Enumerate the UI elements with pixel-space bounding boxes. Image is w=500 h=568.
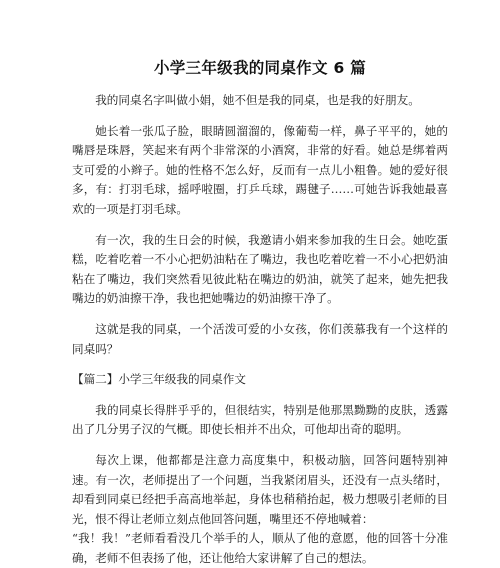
document-title: 小学三年级我的同桌作文 6 篇 [153,59,367,77]
paragraph-deskmate-description: 我的同桌长得胖乎乎的，但很结实，特别是他那黑黝黝的皮肤，透露出了几分男子汉的气概。即使长相并不出众，可他却出奇的聪明。 [72,402,448,437]
paragraph-appearance: 她长着一张瓜子脸，眼睛圆溜溜的，像葡萄一样，鼻子平平的，她的嘴唇是珠唇，笑起来有两个非常深的小酒窝，非常的好看。她总是绑着两支可爱的小辫子。她的性格不怎么好，反而有一点儿小粗鲁。她的爱好很多，有：打羽毛球，摇呼啦圈，打乒乓球，踢毽子……可她告诉我她最喜欢的一项是打羽毛球。 [72,123,448,216]
paragraph-intro: 我的同桌名字叫做小娟，她不但是我的同桌，也是我的好朋友。 [95,93,420,107]
paragraph-class-story-continued: “我！我！”老师看看没几个举手的人，顺从了他的意愿，他的回答十分准确，老师不但表扬了他，还让他给大家讲解了自己的想法。 [72,531,448,565]
paragraph-class-story: 每次上课，他都都是注意力高度集中，积极动脑，回答问题特别神速。有一次，老师提出了一个问题，当我紧闭眉头，还没有一点头绪时，却看到同桌已经把手高高地举起，身体也稍稍抬起，极力想吸引老师的目光，恨不得让老师立刻点他回答问题，嘴里还不停地喊着： [72,452,448,526]
section-heading: 【篇二】小学三年级我的同桌作文 [72,372,246,387]
paragraph-conclusion: 这就是我的同桌，一个活泼可爱的小女孩，你们羡慕我有一个这样的同桌吗？ [72,321,448,356]
paragraph-birthday: 有一次，我的生日会的时候，我邀请小娟来参加我的生日会。她吃蛋糕，吃着吃着一不小心把奶油粘在了嘴边，我也吃着吃着一不小心把奶油粘在了嘴边，我们突然看见彼此粘在嘴边的奶油，就笑了起来，她先把我嘴边的奶油擦干净，我也把她嘴边的奶油擦干净了。 [72,232,448,306]
